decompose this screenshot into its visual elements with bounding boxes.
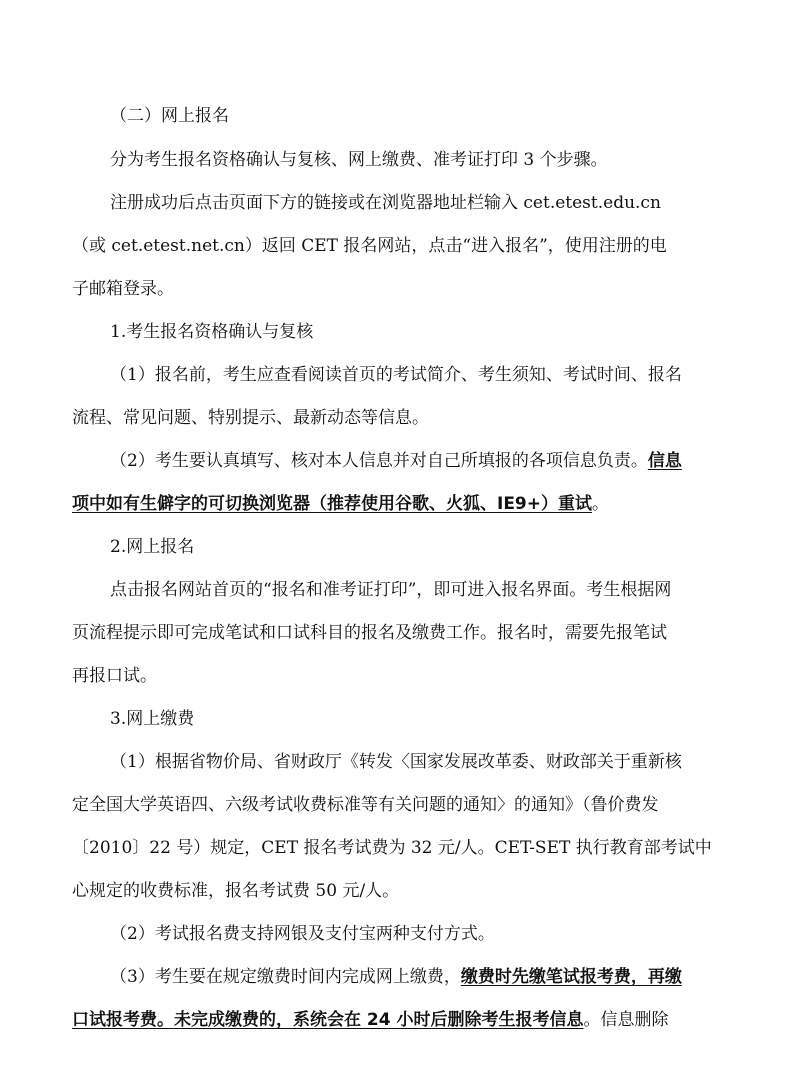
- intro-paragraph: 分为考生报名资格确认与复核、网上缴费、准考证打印 3 个步骤。: [110, 150, 608, 170]
- signup-line-1: 点击报名网站首页的“报名和准考证打印”，即可进入报名界面。考生根据网: [110, 580, 672, 600]
- item-2-line-2: [72, 492, 609, 516]
- signup-line-3: 再报口试。: [72, 666, 157, 686]
- item-1-line-2: 流程、常见问题、特别提示、最新动态等信息。: [72, 408, 429, 428]
- item-2-bold-text: 信息: [647, 451, 682, 471]
- payment-deadline-line-2: [72, 1008, 669, 1032]
- payment-bold-text: 缴费时先缴笔试报考费，再缴: [460, 967, 682, 987]
- payment-plain-text: （3）考生要在规定缴费时间内完成网上缴费，: [110, 967, 461, 987]
- payment-end-text: 。信息删除: [583, 1010, 669, 1030]
- payment-bold-text-cont: 口试报考费。未完成缴费的，系统会在 24 小时后删除考生报考信息: [72, 1010, 584, 1030]
- subheading-2: 2.网上报名: [110, 537, 195, 557]
- section-heading: （二）网上报名: [110, 106, 229, 126]
- item-2-end: 。: [592, 494, 610, 514]
- fee-line-4: 心规定的收费标准，报名考试费 50 元/人。: [72, 881, 400, 901]
- item-2-bold-text-cont: 项中如有生僻字的可切换浏览器（推荐使用谷歌、火狐、IE9+）重试: [72, 494, 593, 514]
- registration-line-1: 注册成功后点击页面下方的链接或在浏览器地址栏输入 cet.etest.edu.cn: [110, 193, 661, 213]
- fee-line-2: 定全国大学英语四、六级考试收费标准等有关问题的通知〉的通知》（鲁价费发: [72, 795, 659, 815]
- item-1-line-1: （1）报名前，考生应查看阅读首页的考试简介、考生须知、考试时间、报名: [110, 365, 682, 385]
- fee-line-3: 〔2010〕22 号）规定，CET 报名考试费为 32 元/人。CET-SET 执行教育部考试中: [72, 838, 712, 858]
- registration-line-3: 子邮箱登录。: [72, 279, 174, 299]
- fee-line-1: （1）根据省物价局、省财政厅《转发〈国家发展改革委、财政部关于重新核: [110, 752, 682, 772]
- payment-deadline-line-1: [110, 965, 682, 989]
- subheading-3: 3.网上缴费: [110, 709, 195, 729]
- item-2-line-1: [110, 449, 682, 473]
- payment-methods: （2）考试报名费支持网银及支付宝两种支付方式。: [110, 924, 495, 944]
- signup-line-2: 页流程提示即可完成笔试和口试科目的报名及缴费工作。报名时，需要先报笔试: [72, 623, 667, 643]
- subheading-1: 1.考生报名资格确认与复核: [110, 322, 314, 342]
- item-2-plain-text: （2）考生要认真填写、核对本人信息并对自己所填报的各项信息负责。: [110, 451, 648, 471]
- registration-line-2: （或 cet.etest.net.cn）返回 CET 报名网站，点击“进入报名”，使用注册的电: [72, 236, 667, 256]
